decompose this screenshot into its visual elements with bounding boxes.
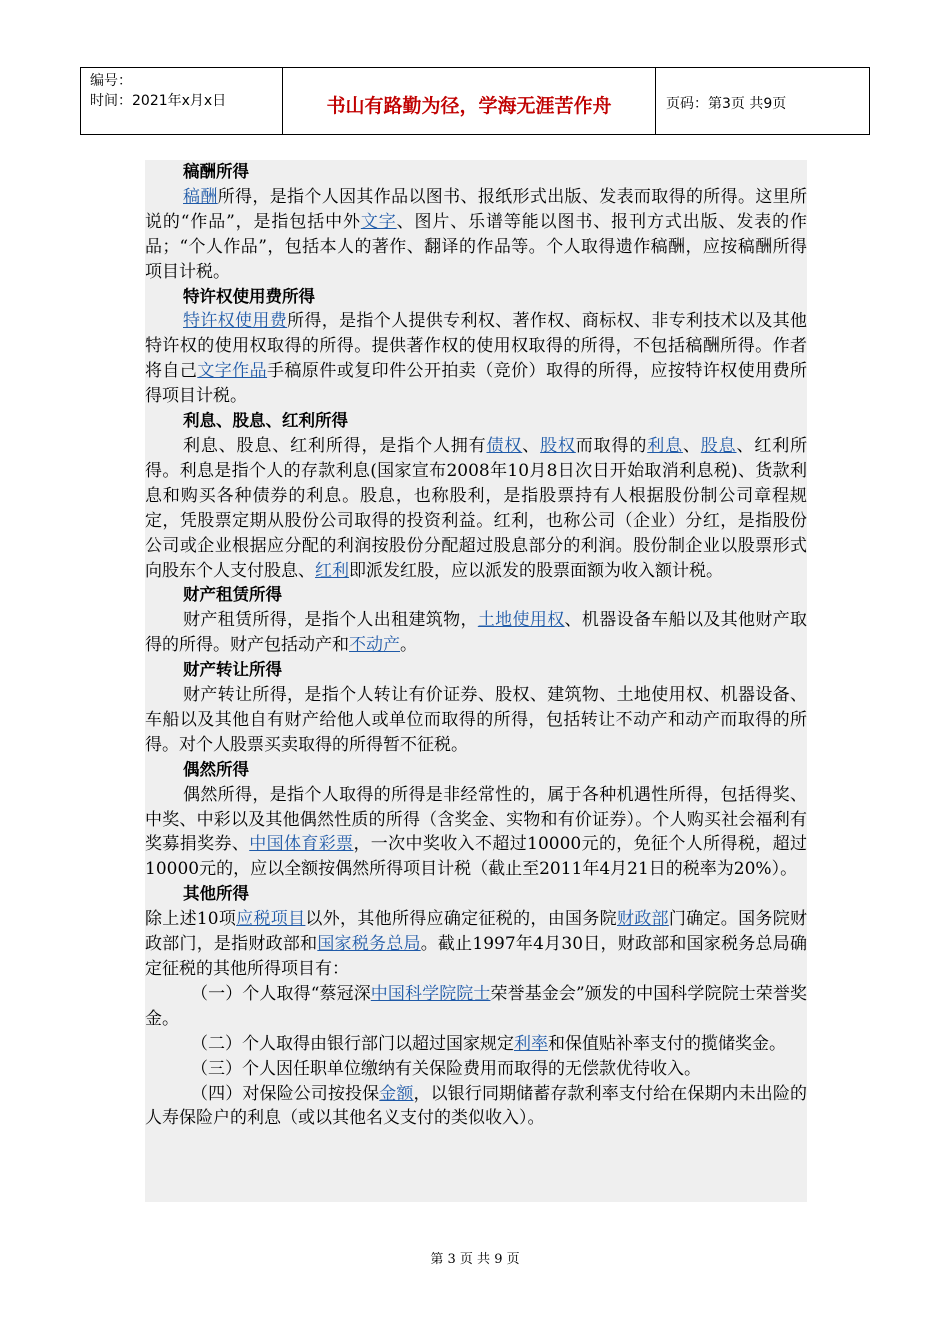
page-footer: 第 3 页 共 9 页 bbox=[430, 1252, 520, 1267]
document-body bbox=[145, 160, 807, 1202]
link-creditor-rights[interactable]: 债权 bbox=[486, 435, 523, 456]
paragraph-franchise: 特许权使用费所得，是指个人提供专利权、著作权、商标权、非专利技术以及其他特许权的使用权取得的所得。提供著作权的使用权取得的所得，不包括稿酬所得。作者将自己文字作品手稿原件或复印件公开拍卖（竞价）取得的所得，应按特许权使用费所得项目计税。 bbox=[145, 311, 808, 407]
section-heading-incidental: 偶然所得 bbox=[183, 759, 249, 779]
link-franchise-fee[interactable]: 特许权使用费 bbox=[183, 311, 288, 332]
link-interest[interactable]: 利息 bbox=[647, 435, 683, 456]
link-state-taxation-admin[interactable]: 国家税务总局 bbox=[317, 934, 421, 955]
link-cas-academician[interactable]: 中国科学院院士 bbox=[370, 983, 491, 1004]
link-taxable-items[interactable]: 应税项目 bbox=[236, 909, 306, 930]
paragraph-transfer: 财产转让所得，是指个人转让有价证券、股权、建筑物、土地使用权、机器设备、车船以及其他自有财产给他人或单位而取得的所得，包括转让不动产和动产而取得的所得。对个人股票买卖取得的所得暂不征税。 bbox=[145, 685, 807, 755]
header-page-info: 页码：第3页 共9页 bbox=[666, 96, 787, 112]
header-motto: 书山有路勤为径，学海无涯苦作舟 bbox=[283, 68, 656, 134]
section-heading-other: 其他所得 bbox=[183, 884, 249, 904]
time-label: 时间：2021年x月x日 bbox=[90, 93, 227, 109]
list-item-1: （一）个人取得“蔡冠深中国科学院院士荣誉基金会”颁发的中国科学院院士荣誉奖金。 bbox=[145, 983, 807, 1029]
page-header bbox=[80, 67, 870, 135]
section-heading-franchise: 特许权使用费所得 bbox=[183, 286, 315, 306]
link-text[interactable]: 文字 bbox=[360, 211, 397, 232]
list-item-3: （三）个人因任职单位缴纳有关保险费用而取得的无偿款优待收入。 bbox=[191, 1058, 701, 1079]
header-meta bbox=[81, 68, 283, 134]
link-ministry-of-finance[interactable]: 财政部 bbox=[616, 909, 669, 930]
link-royalty[interactable]: 稿酬 bbox=[183, 186, 218, 207]
link-real-estate[interactable]: 不动产 bbox=[349, 635, 400, 656]
list-item-2: （二）个人取得由银行部门以超过国家规定利率和保值贴补率支付的揽储奖金。 bbox=[191, 1033, 786, 1054]
link-bonus[interactable]: 红利 bbox=[315, 560, 349, 581]
link-sports-lottery[interactable]: 中国体育彩票 bbox=[249, 834, 354, 855]
link-literary-work[interactable]: 文字作品 bbox=[197, 361, 268, 382]
paragraph-other: 除上述10项应税项目以外，其他所得应确定征税的，由国务院财政部门确定。国务院财政部门，是指财政部和国家税务总局。截止1997年4月30日，财政部和国家税务总局确定征税的其他所得项目有： bbox=[145, 909, 808, 979]
link-land-use-right[interactable]: 土地使用权 bbox=[477, 610, 565, 631]
section-heading-royalty: 稿酬所得 bbox=[183, 162, 249, 181]
section-heading-transfer: 财产转让所得 bbox=[183, 660, 282, 680]
number-label: 编号： bbox=[90, 73, 132, 89]
paragraph-incidental: 偶然所得，是指个人取得的所得是非经常性的，属于各种机遇性所得，包括得奖、中奖、中彩以及其他偶然性质的所得（含奖金、实物和有价证券）。个人购买社会福利有奖募捐奖券、中国体育彩票，一次中奖收入不超过10000元的，免征个人所得税，超过10000元的，应以全额按偶然所得项目计税（截止至2011年4月21日的税率为20%）。 bbox=[145, 784, 807, 880]
paragraph-interest: 利息、股息、红利所得，是指个人拥有债权、股权而取得的利息、股息、红利所得。利息是指个人的存款利息(国家宣布2008年10月8日次日开始取消利息税)、货款利息和购买各种债券的利息。股息，也称股利，是指股票持有人根据股份制公司章程规定，凭股票定期从股份公司取得的投资利益。红利，也称公司（企业）分红，是指股份公司或企业根据应分配的利润按股份分配超过股息部分的利润。股份制企业以股票形式向股东个人支付股息、红利即派发红股，应以派发的股票面额为收入额计税。 bbox=[145, 435, 808, 581]
link-interest-rate[interactable]: 利率 bbox=[514, 1033, 548, 1054]
paragraph-lease: 财产租赁所得，是指个人出租建筑物，土地使用权、机器设备车船以及其他财产取得的所得。财产包括动产和不动产。 bbox=[145, 610, 808, 656]
link-amount[interactable]: 金额 bbox=[379, 1083, 414, 1104]
list-item-4: （四）对保险公司按投保金额，以银行同期储蓄存款利率支付给在保期内未出险的人寿保险户的利息（或以其他名义支付的类似收入）。 bbox=[145, 1083, 808, 1129]
link-dividend[interactable]: 股息 bbox=[700, 435, 737, 456]
section-heading-lease: 财产租赁所得 bbox=[183, 585, 282, 605]
link-equity[interactable]: 股权 bbox=[540, 435, 576, 456]
paragraph-royalty: 稿酬所得，是指个人因其作品以图书、报纸形式出版、发表而取得的所得。这里所说的“作品”，是指包括中外文字、图片、乐谱等能以图书、报刊方式出版、发表的作品；“个人作品”，包括本人的著作、翻译的作品等。个人取得遗作稿酬，应按稿酬所得项目计税。 bbox=[145, 186, 808, 282]
section-heading-interest: 利息、股息、红利所得 bbox=[183, 411, 348, 431]
